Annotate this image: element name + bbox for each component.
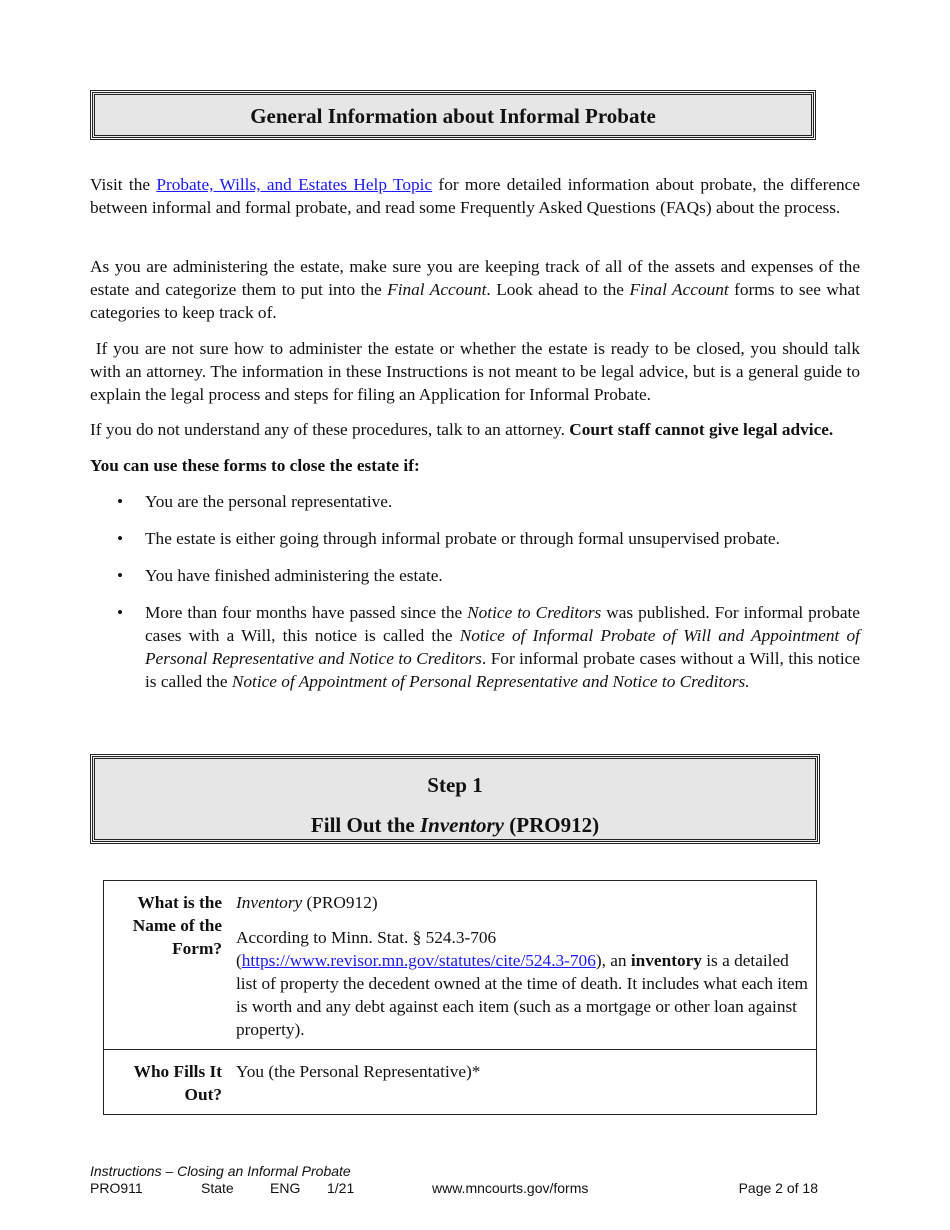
list-item: • You have finished administering the estate. xyxy=(117,566,443,585)
footer-page-number: Page 2 of 18 xyxy=(738,1180,818,1196)
table-row xyxy=(104,881,817,1050)
section-heading-box xyxy=(92,92,814,138)
conditions-heading: You can use these forms to close the estate if: xyxy=(90,456,420,475)
footer-title: Instructions – Closing an Informal Probate xyxy=(90,1163,351,1179)
intro-paragraph-1: Visit the Probate, Wills, and Estates Help Topic for more detailed information about probate, the difference between informal and formal probate, and read some Frequently Asked Questions (FAQs) about the process. xyxy=(90,175,860,217)
list-item: • More than four months have passed since the Notice to Creditors was published. For informal probate cases with a Will, this notice is called the Notice of Informal Probate of Will and Appointment of Personal Representative and Notice to Creditors. For informal probate cases without a Will, this notice is called the Notice of Appointment of Personal Representative and Notice to Creditors. xyxy=(117,603,860,691)
footer-website: www.mncourts.gov/forms xyxy=(432,1180,589,1196)
form-info-table xyxy=(103,880,817,1115)
bullet-icon: • xyxy=(117,566,124,585)
help-topic-link[interactable]: Probate, Wills, and Estates Help Topic xyxy=(156,175,433,194)
table-row xyxy=(104,1050,817,1115)
intro-paragraph-4: If you do not understand any of these procedures, talk to an attorney. Court staff cannot give legal advice. xyxy=(90,420,834,439)
form-name-label: What is the Name of the Form? xyxy=(132,893,222,958)
step-number: Step 1 xyxy=(427,773,483,797)
step-title: Fill Out the Inventory (PRO912) xyxy=(310,813,600,837)
footer-form-code: PRO911 xyxy=(90,1180,143,1196)
form-name-value: Inventory (PRO912) According to Minn. Stat. § 524.3-706 (https://www.revisor.mn.gov/statutes/cite/524.3-706), an inventory is a detailed list of property the decedent owned at the time of death. It includes what each item is worth and any debt against each item (such as a mortgage or other loan against property). xyxy=(236,893,809,1039)
who-fills-label: Who Fills It Out? xyxy=(104,1050,229,1115)
footer-language: ENG xyxy=(270,1180,301,1196)
list-item: • You are the personal representative. xyxy=(117,492,393,511)
legal-advice-warning: Court staff cannot give legal advice. xyxy=(569,420,834,439)
footer-jurisdiction: State xyxy=(201,1180,234,1196)
footer-revision: 1/21 xyxy=(327,1180,355,1196)
who-fills-value: You (the Personal Representative)* xyxy=(228,1050,817,1115)
bullet-icon: • xyxy=(117,603,124,622)
intro-paragraph-3: If you are not sure how to administer the estate or whether the estate is ready to be closed, you should talk with an attorney. The information in these Instructions is not meant to be legal advice, but is a general guide to explain the legal process and steps for filing an Application for Informal Probate. xyxy=(90,339,865,404)
page-footer xyxy=(90,1162,818,1198)
section-heading: General Information about Informal Probate xyxy=(250,104,656,128)
statute-link[interactable]: https://www.revisor.mn.gov/statutes/cite/524.3-706 xyxy=(241,951,596,970)
conditions-list xyxy=(90,490,860,707)
list-item: • The estate is either going through informal probate or through formal unsupervised probate. xyxy=(117,529,780,548)
intro-paragraph-2: As you are administering the estate, make sure you are keeping track of all of the assets and expenses of the estate and categorize them to put into the Final Account. Look ahead to the Final Account forms to see what categories to keep track of. xyxy=(90,257,860,322)
step-heading-box xyxy=(92,756,818,842)
bullet-icon: • xyxy=(117,529,124,548)
bullet-icon: • xyxy=(117,492,124,511)
